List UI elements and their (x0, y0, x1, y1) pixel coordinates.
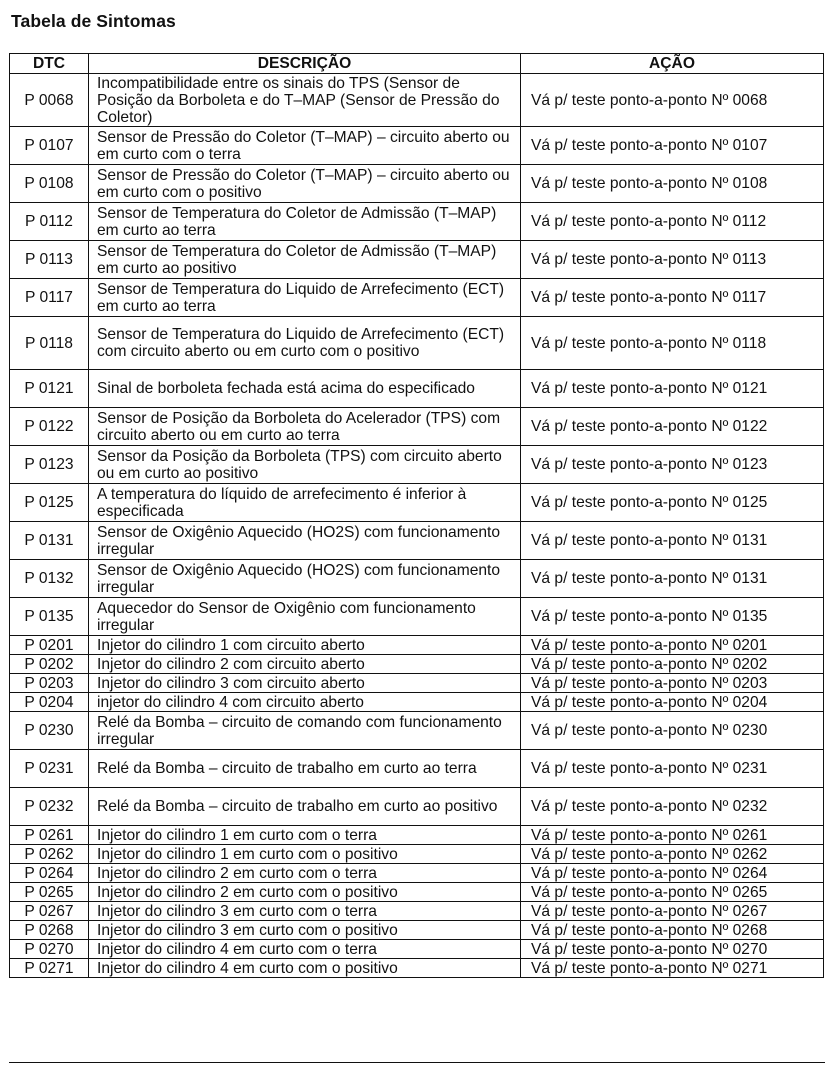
dtc-cell: P 0123 (10, 446, 89, 484)
table-row (10, 940, 824, 959)
table-row (10, 788, 824, 826)
table-row (10, 598, 824, 636)
dtc-cell: P 0112 (10, 203, 89, 241)
table-row (10, 693, 824, 712)
description-cell: Relé da Bomba – circuito de trabalho em curto ao terra (89, 750, 521, 788)
action-cell: Vá p/ teste ponto-a-ponto Nº 0267 (521, 902, 824, 921)
dtc-cell: P 0268 (10, 921, 89, 940)
dtc-cell: P 0117 (10, 279, 89, 317)
description-cell: Injetor do cilindro 2 em curto com o terra (89, 864, 521, 883)
action-cell: Vá p/ teste ponto-a-ponto Nº 0113 (521, 241, 824, 279)
table-row (10, 370, 824, 408)
action-cell: Vá p/ teste ponto-a-ponto Nº 0131 (521, 522, 824, 560)
table-row (10, 959, 824, 978)
dtc-cell: P 0201 (10, 636, 89, 655)
table-row (10, 317, 824, 370)
description-cell: Injetor do cilindro 1 com circuito aberto (89, 636, 521, 655)
dtc-cell: P 0267 (10, 902, 89, 921)
action-cell: Vá p/ teste ponto-a-ponto Nº 0112 (521, 203, 824, 241)
column-header-dtc: DTC (10, 54, 89, 74)
table-row (10, 446, 824, 484)
description-cell: Sensor da Posição da Borboleta (TPS) com circuito aberto ou em curto ao positivo (89, 446, 521, 484)
dtc-cell: P 0135 (10, 598, 89, 636)
table-row (10, 636, 824, 655)
table-row (10, 241, 824, 279)
dtc-cell: P 0231 (10, 750, 89, 788)
description-cell: Sensor de Oxigênio Aquecido (HO2S) com funcionamento irregular (89, 522, 521, 560)
description-cell: Incompatibilidade entre os sinais do TPS (Sensor de Posição da Borboleta e do T–MAP (Sensor de Pressão do Coletor) (89, 74, 521, 127)
table-row (10, 902, 824, 921)
action-cell: Vá p/ teste ponto-a-ponto Nº 0123 (521, 446, 824, 484)
action-cell: Vá p/ teste ponto-a-ponto Nº 0122 (521, 408, 824, 446)
description-cell: Sensor de Oxigênio Aquecido (HO2S) com funcionamento irregular (89, 560, 521, 598)
table-row (10, 845, 824, 864)
dtc-cell: P 0131 (10, 522, 89, 560)
action-cell: Vá p/ teste ponto-a-ponto Nº 0202 (521, 655, 824, 674)
description-cell: injetor do cilindro 4 com circuito aberto (89, 693, 521, 712)
table-row (10, 750, 824, 788)
dtc-cell: P 0122 (10, 408, 89, 446)
table-row (10, 655, 824, 674)
description-cell: Sensor de Temperatura do Coletor de Admissão (T–MAP) em curto ao positivo (89, 241, 521, 279)
description-cell: Injetor do cilindro 1 em curto com o terra (89, 826, 521, 845)
dtc-cell: P 0232 (10, 788, 89, 826)
action-cell: Vá p/ teste ponto-a-ponto Nº 0107 (521, 127, 824, 165)
table-row (10, 279, 824, 317)
table-body (10, 74, 824, 978)
action-cell: Vá p/ teste ponto-a-ponto Nº 0118 (521, 317, 824, 370)
action-cell: Vá p/ teste ponto-a-ponto Nº 0268 (521, 921, 824, 940)
description-cell: Injetor do cilindro 2 com circuito aberto (89, 655, 521, 674)
table-row (10, 408, 824, 446)
column-header-descricao: DESCRIÇÃO (89, 54, 521, 74)
dtc-cell: P 0118 (10, 317, 89, 370)
action-cell: Vá p/ teste ponto-a-ponto Nº 0201 (521, 636, 824, 655)
table-row (10, 826, 824, 845)
table-row (10, 165, 824, 203)
action-cell: Vá p/ teste ponto-a-ponto Nº 0204 (521, 693, 824, 712)
dtc-cell: P 0113 (10, 241, 89, 279)
action-cell: Vá p/ teste ponto-a-ponto Nº 0262 (521, 845, 824, 864)
description-cell: Injetor do cilindro 1 em curto com o positivo (89, 845, 521, 864)
description-cell: Injetor do cilindro 3 em curto com o positivo (89, 921, 521, 940)
description-cell: Sinal de borboleta fechada está acima do especificado (89, 370, 521, 408)
action-cell: Vá p/ teste ponto-a-ponto Nº 0271 (521, 959, 824, 978)
table-row (10, 522, 824, 560)
table-row (10, 203, 824, 241)
action-cell: Vá p/ teste ponto-a-ponto Nº 0232 (521, 788, 824, 826)
action-cell: Vá p/ teste ponto-a-ponto Nº 0261 (521, 826, 824, 845)
action-cell: Vá p/ teste ponto-a-ponto Nº 0135 (521, 598, 824, 636)
description-cell: Aquecedor do Sensor de Oxigênio com funcionamento irregular (89, 598, 521, 636)
dtc-cell: P 0108 (10, 165, 89, 203)
action-cell: Vá p/ teste ponto-a-ponto Nº 0117 (521, 279, 824, 317)
table-row (10, 921, 824, 940)
description-cell: Sensor de Pressão do Coletor (T–MAP) – circuito aberto ou em curto com o positivo (89, 165, 521, 203)
dtc-cell: P 0271 (10, 959, 89, 978)
table-row (10, 74, 824, 127)
description-cell: Sensor de Posição da Borboleta do Acelerador (TPS) com circuito aberto ou em curto ao terra (89, 408, 521, 446)
dtc-cell: P 0202 (10, 655, 89, 674)
description-cell: Injetor do cilindro 4 em curto com o positivo (89, 959, 521, 978)
description-cell: Relé da Bomba – circuito de comando com funcionamento irregular (89, 712, 521, 750)
dtc-cell: P 0068 (10, 74, 89, 127)
action-cell: Vá p/ teste ponto-a-ponto Nº 0264 (521, 864, 824, 883)
description-cell: Injetor do cilindro 3 com circuito aberto (89, 674, 521, 693)
description-cell: Sensor de Pressão do Coletor (T–MAP) – circuito aberto ou em curto com o terra (89, 127, 521, 165)
table-row (10, 864, 824, 883)
action-cell: Vá p/ teste ponto-a-ponto Nº 0108 (521, 165, 824, 203)
action-cell: Vá p/ teste ponto-a-ponto Nº 0125 (521, 484, 824, 522)
table-row (10, 484, 824, 522)
dtc-cell: P 0270 (10, 940, 89, 959)
description-cell: Injetor do cilindro 4 em curto com o terra (89, 940, 521, 959)
dtc-cell: P 0203 (10, 674, 89, 693)
action-cell: Vá p/ teste ponto-a-ponto Nº 0270 (521, 940, 824, 959)
dtc-cell: P 0230 (10, 712, 89, 750)
action-cell: Vá p/ teste ponto-a-ponto Nº 0231 (521, 750, 824, 788)
table-row (10, 674, 824, 693)
dtc-cell: P 0132 (10, 560, 89, 598)
description-cell: Relé da Bomba – circuito de trabalho em curto ao positivo (89, 788, 521, 826)
table-row (10, 712, 824, 750)
dtc-cell: P 0262 (10, 845, 89, 864)
page-title: Tabela de Sintomas (11, 11, 176, 31)
footer-divider (9, 1062, 825, 1063)
dtc-cell: P 0125 (10, 484, 89, 522)
action-cell: Vá p/ teste ponto-a-ponto Nº 0203 (521, 674, 824, 693)
dtc-cell: P 0261 (10, 826, 89, 845)
action-cell: Vá p/ teste ponto-a-ponto Nº 0131 (521, 560, 824, 598)
table-row (10, 127, 824, 165)
action-cell: Vá p/ teste ponto-a-ponto Nº 0121 (521, 370, 824, 408)
column-header-acao: AÇÃO (521, 54, 824, 74)
description-cell: Injetor do cilindro 2 em curto com o positivo (89, 883, 521, 902)
dtc-cell: P 0264 (10, 864, 89, 883)
dtc-cell: P 0265 (10, 883, 89, 902)
action-cell: Vá p/ teste ponto-a-ponto Nº 0068 (521, 74, 824, 127)
description-cell: A temperatura do líquido de arrefecimento é inferior à especificada (89, 484, 521, 522)
table-row (10, 560, 824, 598)
table-header-row (10, 54, 824, 74)
action-cell: Vá p/ teste ponto-a-ponto Nº 0230 (521, 712, 824, 750)
description-cell: Injetor do cilindro 3 em curto com o terra (89, 902, 521, 921)
dtc-cell: P 0107 (10, 127, 89, 165)
description-cell: Sensor de Temperatura do Liquido de Arrefecimento (ECT) com circuito aberto ou em curto com o positivo (89, 317, 521, 370)
symptoms-table (9, 53, 824, 978)
dtc-cell: P 0204 (10, 693, 89, 712)
description-cell: Sensor de Temperatura do Coletor de Admissão (T–MAP) em curto ao terra (89, 203, 521, 241)
action-cell: Vá p/ teste ponto-a-ponto Nº 0265 (521, 883, 824, 902)
dtc-cell: P 0121 (10, 370, 89, 408)
table-row (10, 883, 824, 902)
description-cell: Sensor de Temperatura do Liquido de Arrefecimento (ECT) em curto ao terra (89, 279, 521, 317)
